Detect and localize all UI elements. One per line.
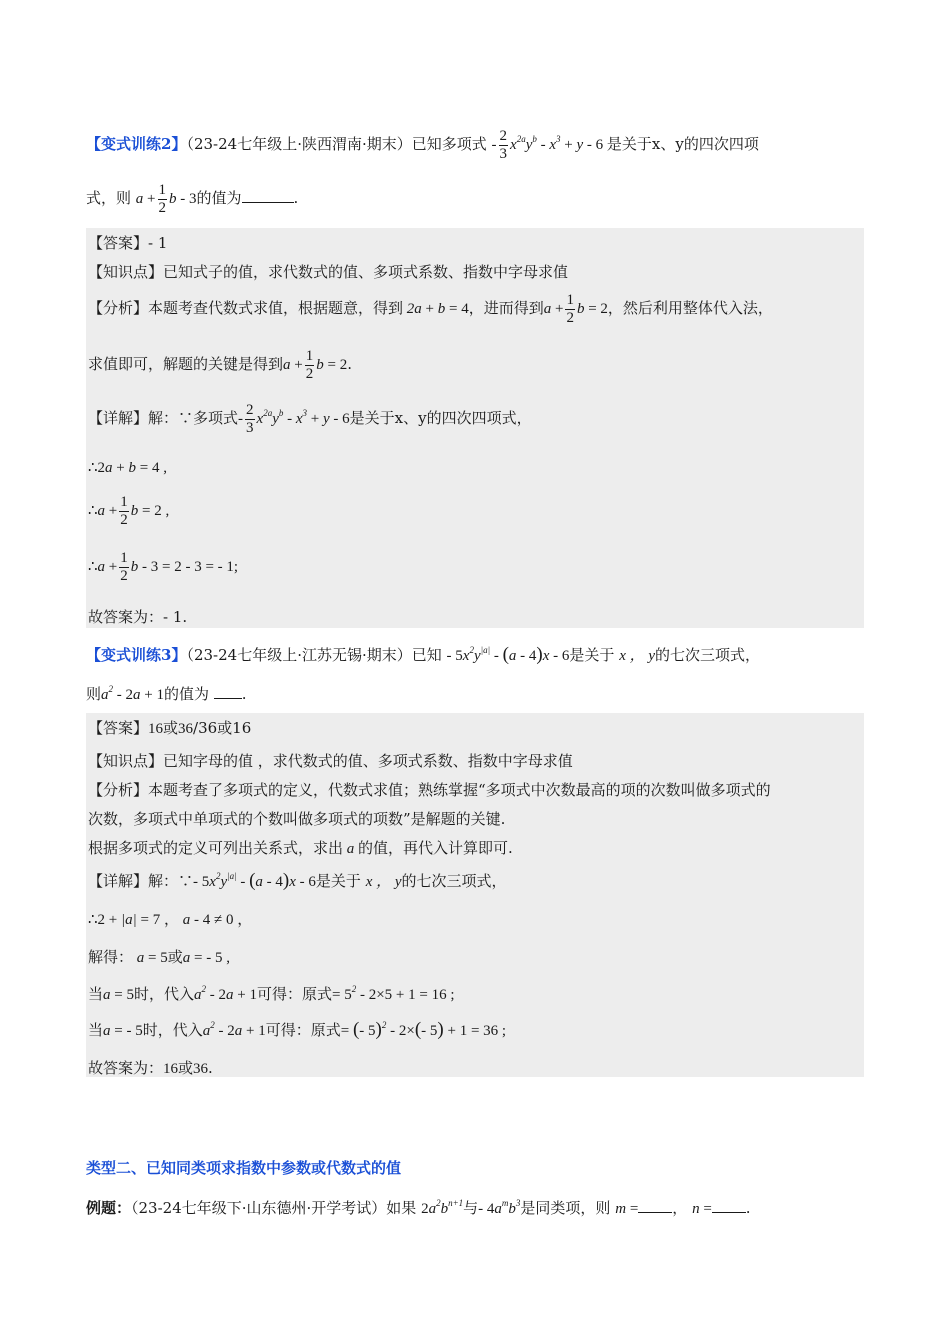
blank-m[interactable]	[638, 1212, 672, 1213]
step-case-2: 当a = - 5时，代入$a^2 - 2a + 1$可得：原式= (- 5)$^2$ - 2×(- 5) + 1 = 36 ;	[88, 1019, 507, 1040]
detail-3-line-1: 【详解】解：∵- $5x^2y^{|a|} - (a - 4)x - 6$是关于 x ， y的七次三项式，	[88, 870, 507, 891]
expr-a-half-b-minus-3: a + $\frac{1}{2}$ b - 3	[135, 182, 197, 216]
exercise-3-text-3: 则	[86, 685, 102, 703]
step-a-half-b-2: ∴a + $\frac{1}{2}$ b = 2 ,	[88, 494, 170, 528]
analysis-3-line-3: 根据多项式的定义可列出关系式，求出 a 的值，再代入计算即可.	[88, 839, 513, 857]
exercise-2-tag: 【变式训练2】	[86, 134, 187, 153]
var-x-y: x ， y	[619, 648, 656, 664]
final-value: 16或36	[163, 1061, 209, 1077]
knowledge-point-2: 【知识点】已知式子的值，求代数式的值、多项式系数、指数中字母求值	[88, 263, 569, 281]
final-label: 故答案为：	[88, 1059, 164, 1077]
analysis-3-text: 根据多项式的定义可列出关系式，求出	[88, 839, 344, 857]
exercise-3-source: （23-24七年级上·江苏无锡·期末）已知	[186, 646, 442, 664]
detail-3-text: 【详解】解：∵	[88, 872, 194, 890]
example-line: 例题：（23-24七年级下·山东德州·开学考试）如果 $2a^2b^{n+1}$与- $4a^mb^3$是同类项，则 m = ， n = .	[86, 1198, 751, 1217]
detail-2-line-1	[88, 402, 532, 437]
detail-text: 【详解】解：∵多项式	[88, 408, 239, 427]
exercise-2-text-2: 式，则	[86, 188, 132, 207]
step-case-1: 当a = 5时，代入$a^2 - 2a + 1$可得：原式= $5^2 - 2\times 5 + 1 = 16$ ;	[88, 984, 455, 1003]
section-title: 类型二、已知同类项求指数中参数或代数式的值	[86, 1159, 402, 1177]
example-source: （23-24七年级下·山东德州·开学考试）如果	[131, 1199, 417, 1217]
answer-label: 【答案】	[88, 719, 149, 737]
exercise-3-tag: 【变式训练3】	[86, 646, 187, 664]
blank-n[interactable]	[712, 1212, 746, 1213]
detail-polynomial: - $\frac{2}{3}$ $x^{2a}y^b - x^3 + y - 6$	[238, 402, 350, 436]
exercise-3-text: 是关于	[569, 646, 615, 664]
analysis-3-line-2: 次数，多项式中单项式的个数叫做多项式的项数”是解题的关键.	[88, 810, 506, 828]
term-1: $2a^2b^{n+1}$	[421, 1198, 464, 1217]
detail-3-text-c: 的七次三项式，	[401, 872, 507, 890]
analysis-text-b: ，进而得到	[468, 298, 544, 317]
exercise-2-line-2: 式，则 a + $\frac{1}{2}$ b - 3的值为 .	[86, 182, 299, 216]
analysis-text: 【分析】本题考查代数式求值，根据题意，得到	[88, 298, 404, 317]
analysis-2-line-1	[88, 292, 773, 327]
final-answer-3: 故答案为：16或36.	[88, 1059, 213, 1077]
exercise-2-text: 是关于x、y的四次四项	[606, 134, 759, 153]
when-text: 当	[88, 985, 104, 1003]
exercise-2-polynomial: - $\frac{2}{3}$ $x^{2a}y^b - x^3 + y - 6$	[491, 128, 604, 162]
eq-a-half-b: a + $\frac{1}{2}$ b = 2	[543, 292, 608, 326]
expr-a2-2a-1: $a^2 - 2a + 1$	[101, 684, 164, 703]
case-1-text: 时，代入	[133, 985, 194, 1003]
term-2: - $4a^mb^3$	[478, 1198, 521, 1217]
exercise-3-polynomial: - $5x^2y^{|a|} - (a - 4)x - 6$	[446, 644, 570, 665]
step-abs-a: ∴2 + |a| = 7 ， a - 4 ≠ 0 ，	[88, 912, 253, 928]
analysis-text-c: ，然后利用整体代入法，	[607, 298, 773, 317]
detail-3-text-b: 是关于	[315, 872, 361, 890]
when-text-2: 当	[88, 1021, 104, 1039]
step-solve: 解得： a = 5或a = - 5 ,	[88, 948, 230, 966]
answer-value: 16或36	[148, 721, 194, 737]
knowledge-point-3: 【知识点】已知字母的值 ，求代数式的值、多项式系数、指数中字母求值	[88, 752, 573, 770]
answer-blank-3[interactable]	[214, 698, 242, 699]
analysis-text-2: 求值即可，解题的关键是得到	[88, 354, 284, 373]
exercise-3-text-2: 的七次三项式，	[655, 646, 761, 664]
example-mid: 与	[463, 1199, 479, 1217]
exercise-2-line-1	[86, 128, 759, 163]
step-result: ∴a + $\frac{1}{2}$ b - 3 = 2 - 3 = - 1;	[88, 550, 239, 584]
answer-alt: /36或16	[193, 719, 252, 737]
example-end: 是同类项，则	[520, 1199, 611, 1217]
exercise-2-source: （23-24七年级上·陕西渭南·期末）已知多项式	[186, 134, 487, 153]
eq-a-half-b-2: a + $\frac{1}{2}$ b = 2	[283, 348, 348, 382]
case-1-text-c: 可得：原式	[256, 985, 332, 1003]
eq-2a-plus-b: 2a + b = 4	[403, 300, 469, 317]
comma: ，	[672, 1199, 688, 1217]
analysis-2-line-2: 求值即可，解题的关键是得到a + $\frac{1}{2}$ b = 2.	[88, 348, 352, 382]
exercise-3-text-4: 的值为	[163, 685, 209, 703]
case-2-text: 时，代入	[142, 1021, 203, 1039]
analysis-3-text-b: 的值，再代入计算即可.	[358, 839, 513, 857]
detail-text-b: 是关于x、y的四次四项式，	[349, 408, 532, 427]
exercise-2-text-3: 的值为	[196, 188, 242, 207]
answer-2: 【答案】- 1	[88, 234, 168, 252]
exercise-3-line-2: 则$a^2 - 2a + 1$的值为 .	[86, 684, 247, 703]
solve-label: 解得：	[88, 948, 134, 966]
exercise-3-line-1	[86, 644, 760, 666]
answer-blank[interactable]	[242, 202, 294, 203]
example-label: 例题：	[86, 1199, 132, 1217]
final-answer-2: 故答案为：- 1.	[88, 608, 188, 626]
step-2a-b-4: ∴2a + b = 4 ,	[88, 460, 167, 476]
or-text: 或	[167, 948, 183, 966]
answer-3	[88, 717, 251, 738]
analysis-3-line-1: 【分析】本题考查了多项式的定义，代数式求值；熟练掌握“多项式中次数最高的项的次数叫做多项式的	[88, 781, 771, 799]
fraction-2-3: $\frac{2}{3}$	[499, 128, 508, 162]
case-2-text-c: 可得：原式	[265, 1021, 341, 1039]
